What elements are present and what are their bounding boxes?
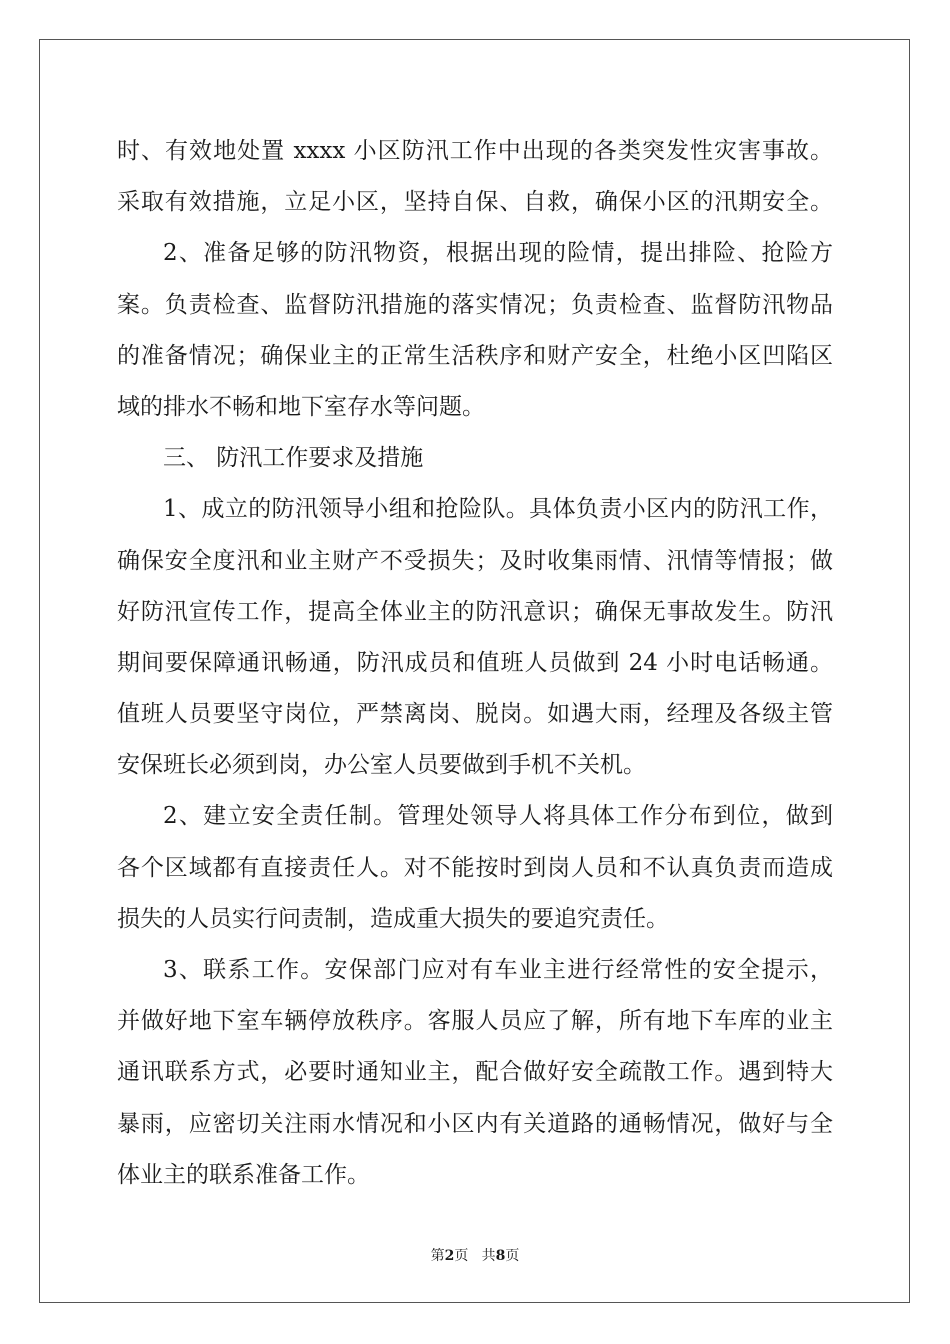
paragraph-start-line: 2、建立安全责任制。管理处领导人将具体工作分布到位，做到 bbox=[163, 803, 833, 830]
paragraph-end-line: 域的排水不畅和地下室存水等问题。 bbox=[117, 393, 485, 420]
text-line: 期间要保障通讯畅通，防汛成员和值班人员做到 24 小时电话畅通。 bbox=[117, 649, 833, 676]
text-line: 通讯联系方式，必要时通知业主，配合做好安全疏散工作。遇到特大 bbox=[117, 1059, 833, 1086]
paragraph-end-line: 损失的人员实行问责制，造成重大损失的要追究责任。 bbox=[117, 905, 669, 932]
text-line: 值班人员要坚守岗位，严禁离岗、脱岗。如遇大雨，经理及各级主管 bbox=[117, 701, 833, 728]
paragraph-end-line: 安保班长必须到岗，办公室人员要做到手机不关机。 bbox=[117, 752, 646, 779]
text-line: 的准备情况；确保业主的正常生活秩序和财产安全，杜绝小区凹陷区 bbox=[117, 342, 833, 369]
page-prefix: 第 bbox=[430, 1248, 445, 1264]
text-line: 好防汛宣传工作，提高全体业主的防汛意识；确保无事故发生。防汛 bbox=[117, 598, 833, 625]
page-suffix: 页 bbox=[454, 1248, 469, 1264]
page-total: 8 bbox=[495, 1248, 506, 1264]
total-suffix: 页 bbox=[505, 1248, 520, 1264]
text-line: 各个区域都有直接责任人。对不能按时到岗人员和不认真负责而造成 bbox=[117, 854, 833, 881]
text-line: 确保安全度汛和业主财产不受损失；及时收集雨情、汛情等情报；做 bbox=[117, 547, 833, 574]
document-body bbox=[117, 126, 833, 1201]
section-heading: 三、 防汛工作要求及措施 bbox=[163, 445, 424, 472]
paragraph-start-line: 1、成立的防汛领导小组和抢险队。具体负责小区内的防汛工作， bbox=[163, 496, 833, 523]
paragraph-start-line: 3、联系工作。安保部门应对有车业主进行经常性的安全提示， bbox=[163, 957, 833, 983]
total-prefix: 共 bbox=[481, 1248, 496, 1264]
text-line: 暴雨，应密切关注雨水情况和小区内有关道路的通畅情况，做好与全 bbox=[117, 1110, 833, 1137]
text-line: 案。负责检查、监督防汛措施的落实情况；负责检查、监督防汛物品 bbox=[117, 291, 833, 318]
text-line: 并做好地下室车辆停放秩序。客服人员应了解，所有地下车库的业主 bbox=[117, 1008, 833, 1035]
paragraph-start-line: 2、准备足够的防汛物资，根据出现的险情，提出排险、抢险方 bbox=[163, 240, 833, 267]
page-footer bbox=[0, 1245, 950, 1265]
text-line: 采取有效措施，立足小区，坚持自保、自救，确保小区的汛期安全。 bbox=[117, 189, 833, 216]
text-line: 时、有效地处置 xxxx 小区防汛工作中出现的各类突发性灾害事故。 bbox=[117, 138, 833, 164]
paragraph-end-line: 体业主的联系准备工作。 bbox=[117, 1161, 370, 1188]
page-current: 2 bbox=[444, 1248, 455, 1264]
